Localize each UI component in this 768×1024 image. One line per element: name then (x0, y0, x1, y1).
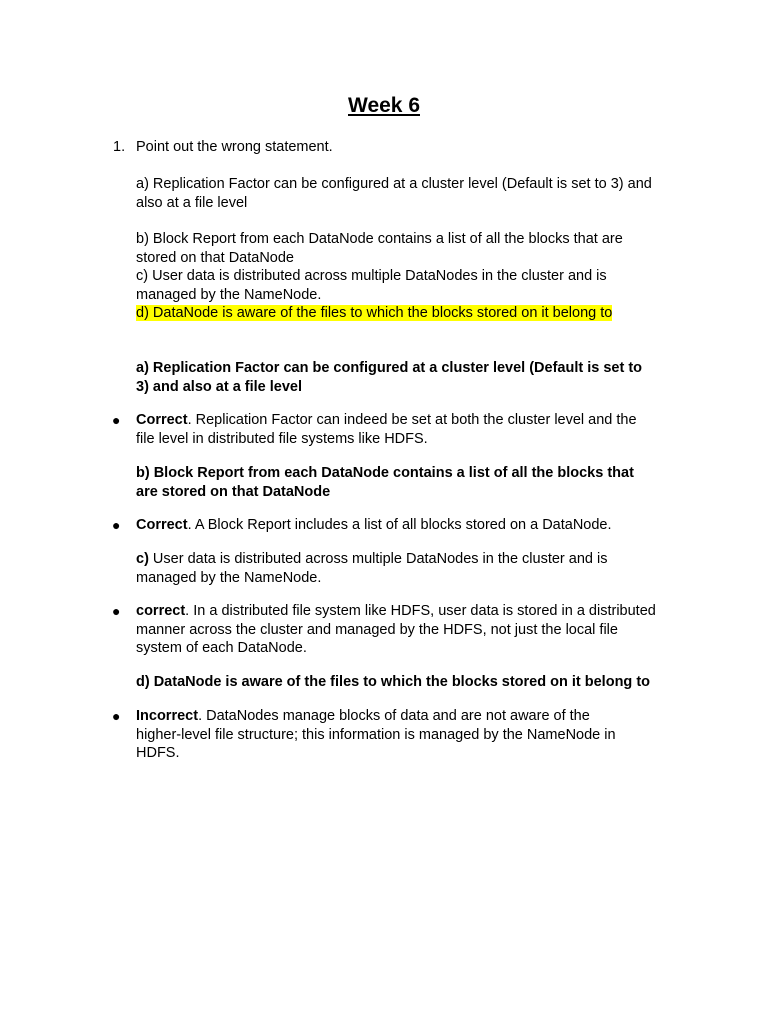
bullet-b: ● (112, 517, 121, 533)
option-c-line1: c) User data is distributed across multiple DataNodes in the cluster and is (136, 268, 607, 284)
option-b (136, 230, 681, 267)
answer-c-heading-prefix: c) (136, 551, 149, 567)
option-d (136, 304, 681, 323)
answer-a-heading (136, 359, 681, 396)
answer-b-heading-line2: are stored on that DataNode (136, 483, 331, 500)
page-title: Week 6 (348, 94, 420, 117)
answer-a-explanation (136, 411, 681, 448)
answer-d-heading-line1: d) DataNode is aware of the files to which the blocks stored on it belong to (136, 674, 650, 690)
question-prompt-text: Point out the wrong statement. (136, 139, 333, 155)
answer-b-heading (136, 464, 681, 501)
option-a-line1: a) Replication Factor can be configured at a cluster level (Default is set to 3) and (136, 176, 652, 192)
answer-b-expl-line1: . A Block Report includes a list of all blocks stored on a DataNode. (187, 517, 612, 533)
answer-c-heading-line2: managed by the NameNode. (136, 569, 322, 586)
option-b-line2: stored on that DataNode (136, 249, 294, 266)
answer-c-heading-line1: User data is distributed across multiple DataNodes in the cluster and is (148, 551, 608, 567)
answer-a-expl-line1: . Replication Factor can indeed be set at both the cluster level and the (187, 412, 637, 428)
option-c (136, 267, 681, 304)
answer-a-heading-line2: 3) and also at a file level (136, 378, 303, 395)
option-a (136, 175, 681, 212)
answer-b-verdict: Correct (136, 517, 188, 533)
bullet-c: ● (112, 603, 121, 619)
bullet-a: ● (112, 412, 121, 428)
answer-d-verdict: Incorrect (136, 708, 199, 724)
answer-d-heading (136, 673, 681, 692)
answer-d-expl-line1: . DataNodes manage blocks of data and are not aware of the (198, 708, 590, 724)
answer-b-explanation (136, 516, 681, 535)
answer-a-heading-line1: a) Replication Factor can be configured at a cluster level (Default is set to (136, 360, 643, 376)
answer-d-explanation (136, 707, 681, 763)
answer-b-heading-line1: b) Block Report from each DataNode contains a list of all the blocks that (136, 465, 634, 481)
answer-c-expl-line2: manner across the cluster and managed by the HDFS, not just the local file (136, 621, 618, 638)
answer-c-expl-line1: . In a distributed file system like HDFS, user data is stored in a distributed (185, 603, 656, 619)
answer-a-expl-line2: file level in distributed file systems like HDFS. (136, 430, 428, 447)
option-d-highlighted: d) DataNode is aware of the files to which the blocks stored on it belong to (136, 305, 613, 321)
option-a-line2: also at a file level (136, 194, 248, 211)
option-c-line2: managed by the NameNode. (136, 286, 322, 303)
bullet-d: ● (112, 708, 121, 724)
answer-d-expl-line3: HDFS. (136, 745, 180, 761)
answer-a-verdict: Correct (136, 412, 188, 428)
answer-d-expl-line2: higher-level file structure; this information is managed by the NameNode in (136, 726, 616, 743)
answer-c-explanation (136, 602, 681, 658)
answer-c-verdict: correct (136, 603, 186, 619)
question-prompt (136, 138, 681, 157)
option-b-line1: b) Block Report from each DataNode contains a list of all the blocks that are (136, 231, 623, 247)
question-number: 1. (113, 139, 126, 155)
answer-c-heading (136, 550, 681, 587)
answer-c-expl-line3: system of each DataNode. (136, 640, 307, 656)
